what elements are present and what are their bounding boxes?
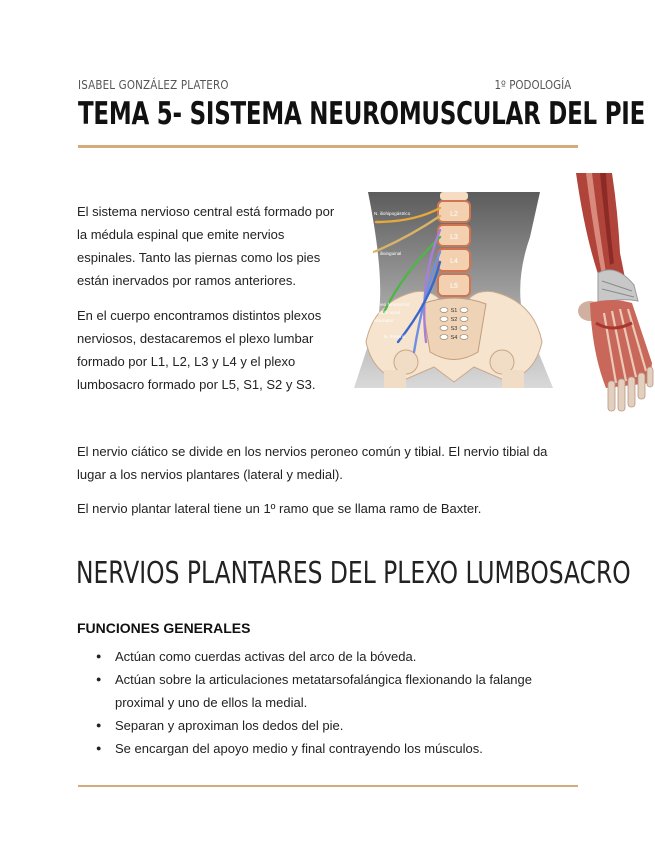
foot-muscles-illustration bbox=[572, 173, 655, 423]
section-heading: NERVIOS PLANTARES DEL PLEXO LUMBOSACRO bbox=[76, 556, 631, 591]
title-rule bbox=[78, 145, 578, 148]
vertebra-label-l5: L5 bbox=[450, 283, 458, 290]
list-item: ● Se encargan del apoyo medio y final contrayendo los músculos. bbox=[96, 737, 566, 760]
header-author: ISABEL GONZÁLEZ PLATERO bbox=[78, 78, 229, 92]
intro-paragraph-1: El sistema nervioso central está formado por la médula espinal que emite nervios espinales. Tanto las piernas como los pies están inervados por ramos anteriores. bbox=[77, 204, 335, 288]
vertebrae-column bbox=[438, 192, 470, 296]
sacral-label-s2: S2 bbox=[450, 317, 458, 323]
sacral-label-s3: S3 bbox=[450, 326, 458, 332]
functions-subheading: FUNCIONES GENERALES bbox=[77, 620, 251, 636]
sacral-label-s4: S4 bbox=[450, 335, 458, 341]
intro-paragraph-2: En el cuerpo encontramos distintos plexos nerviosos, destacaremos el plexo lumbar formado por L1, L2, L3 y L4 y el plexo lumbosacro formado por L5, S1, S2 y S3. bbox=[77, 308, 322, 392]
intro-paragraph-3: El nervio ciático se divide en los nervios peroneo común y tibial. El nervio tibial da lugar a los nervios plantares (lateral y medial). bbox=[77, 444, 548, 482]
list-item: ● Actúan sobre la articulaciones metatarsofalángica flexionando la falange proximal y uno de ellos la medial. bbox=[96, 668, 566, 714]
nerve-label-obturator: N. obturador bbox=[368, 318, 394, 323]
intro-paragraph-4: El nervio plantar lateral tiene un 1º ramo que se llama ramo de Baxter. bbox=[77, 501, 482, 516]
page-title: TEMA 5- SISTEMA NEUROMUSCULAR DEL PIE bbox=[78, 96, 646, 132]
nerve-label-femoral: N. femoral bbox=[384, 334, 406, 339]
vertebra-label-l3: L3 bbox=[450, 234, 458, 241]
functions-list bbox=[96, 645, 566, 760]
sacral-label-s1: S1 bbox=[450, 308, 458, 314]
nerve-label-iliohypogastric: N. iliohipogástrico bbox=[374, 211, 411, 216]
vertebra-label-l2: L2 bbox=[450, 211, 458, 218]
nerve-label-lateral-femoral-cutaneous: N. cutáneo femoral lat. bbox=[364, 302, 411, 307]
nerve-label-ilioinguinal: N. ilioinguinal bbox=[374, 251, 402, 256]
lumbar-plexus-illustration bbox=[354, 192, 553, 388]
list-item: ● Separan y aproximan los dedos del pie. bbox=[96, 714, 566, 737]
footer-rule bbox=[78, 785, 578, 787]
header-course: 1º PODOLOGÍA bbox=[494, 78, 571, 92]
nerve-label-genitofemoral: N. genitofemoral bbox=[366, 310, 400, 315]
list-item: ● Actúan como cuerdas activas del arco de la bóveda. bbox=[96, 645, 566, 668]
vertebra-label-l4: L4 bbox=[450, 258, 458, 265]
